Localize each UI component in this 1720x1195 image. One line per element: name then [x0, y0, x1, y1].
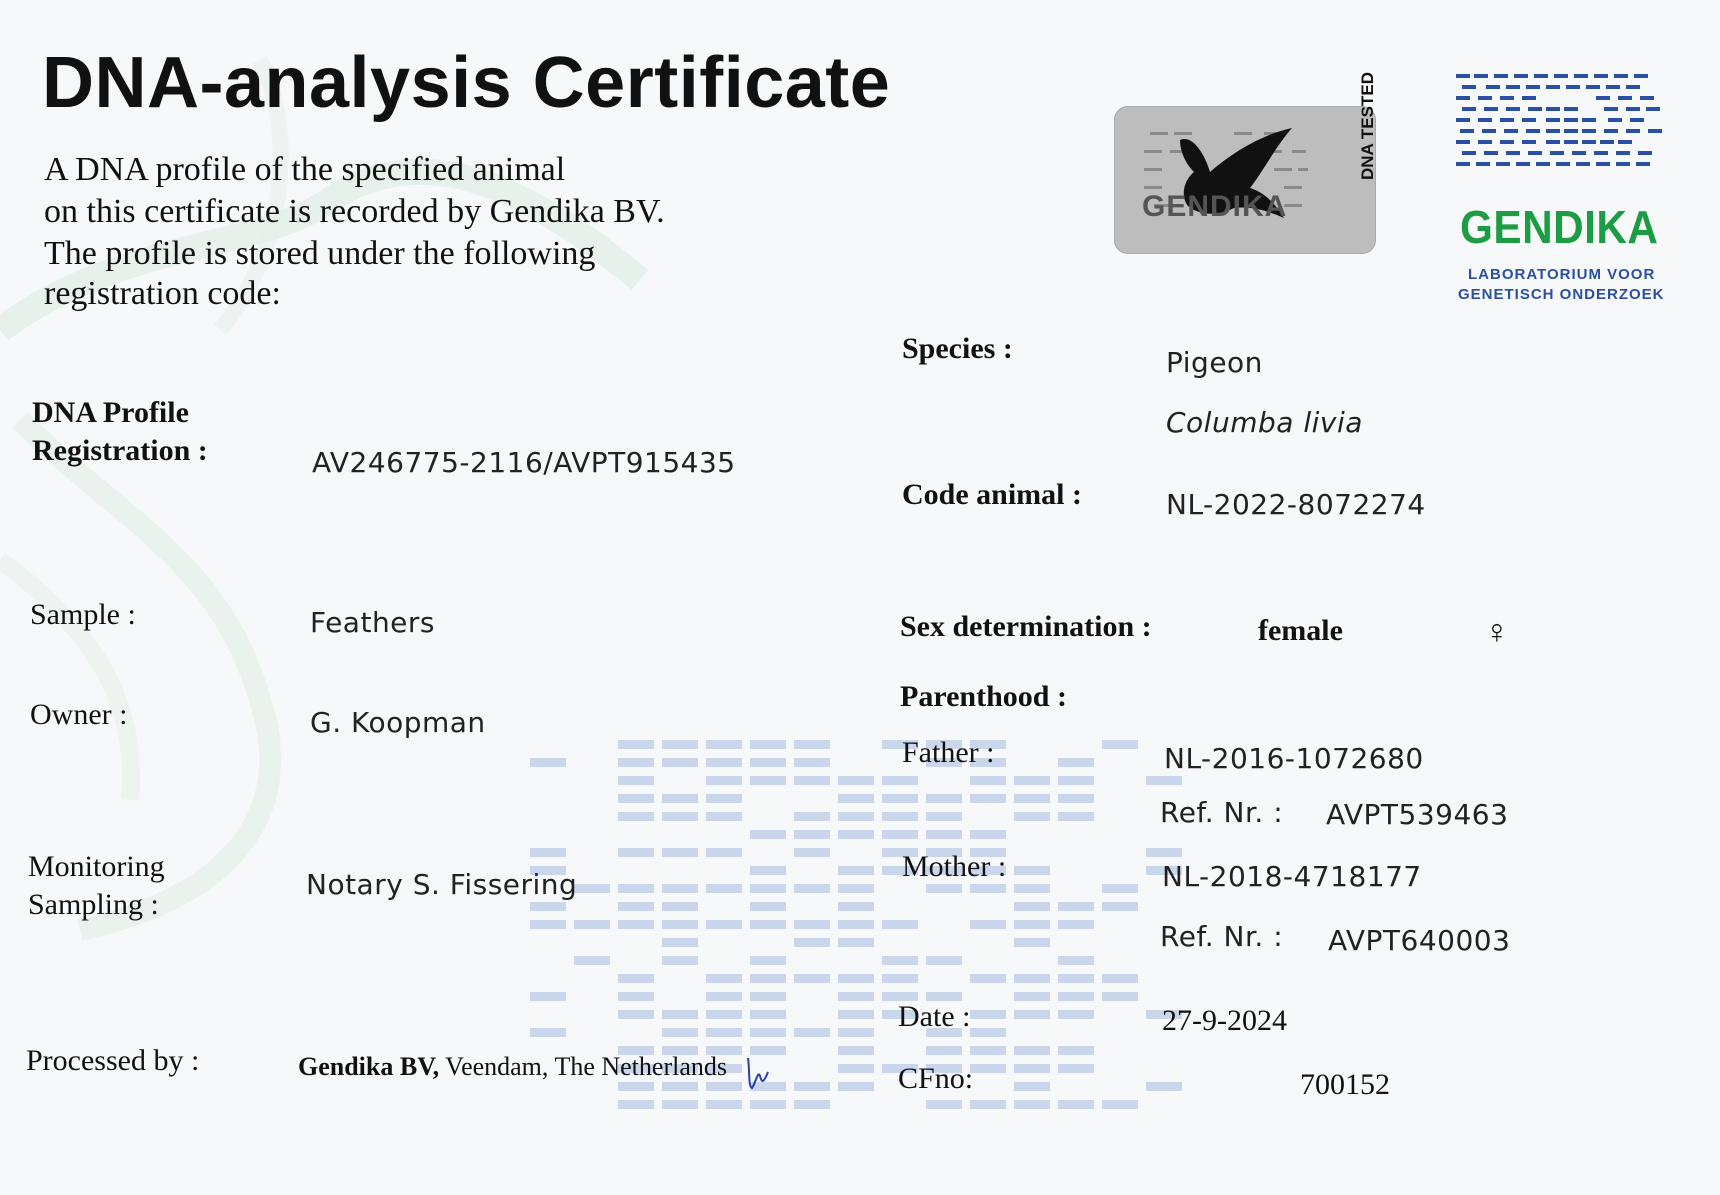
sex-value: female [1258, 614, 1343, 647]
owner-label: Owner : [30, 698, 128, 731]
processed-company: Gendika BV, [298, 1052, 440, 1081]
gendika-logo [1456, 70, 1666, 310]
intro-line-3: The profile is stored under the following [44, 235, 596, 272]
mother-ref-label: Ref. Nr. : [1160, 920, 1284, 953]
monitoring-label-1: Monitoring [28, 850, 165, 883]
intro-line-1: A DNA profile of the specified animal [44, 151, 566, 188]
processed-place: Veendam, The Netherlands [439, 1052, 727, 1081]
processed-by-value [298, 1052, 727, 1082]
pigeon-silhouette-icon [1114, 106, 1376, 254]
mother-value: NL-2018-4718177 [1162, 860, 1422, 893]
female-symbol-icon: ♀ [1484, 614, 1510, 651]
sample-value: Feathers [310, 606, 436, 639]
date-label: Date : [898, 1000, 971, 1033]
badge-brand-text: GENDIKA [1142, 190, 1288, 223]
sex-determination-label: Sex determination : [900, 610, 1152, 643]
gendika-logo-name: GENDIKA [1460, 201, 1659, 253]
code-animal-label: Code animal : [902, 478, 1082, 511]
intro-line-4: registration code: [44, 275, 281, 312]
badge-dna-tested-text: DNA TESTED [1358, 72, 1377, 180]
mother-label: Mother : [902, 850, 1007, 883]
dna-tested-badge [1114, 72, 1377, 254]
signature-mark [744, 1052, 772, 1092]
gendika-logo-mark-icon [1456, 70, 1666, 190]
cfno-label: CFno: [898, 1062, 974, 1095]
profile-label-1: DNA Profile [32, 396, 189, 429]
species-common-value: Pigeon [1166, 346, 1263, 379]
sample-label: Sample : [30, 598, 136, 631]
processed-by-label: Processed by : [26, 1044, 200, 1077]
species-label: Species : [902, 332, 1013, 365]
gendika-logo-line2: GENETISCH ONDERZOEK [1458, 286, 1665, 303]
date-value: 27-9-2024 [1162, 1004, 1287, 1037]
monitoring-value: Notary S. Fissering [306, 868, 578, 901]
page-title: DNA-analysis Certificate [42, 43, 891, 123]
father-value: NL-2016-1072680 [1164, 742, 1424, 775]
species-latin-value: Columba livia [1166, 406, 1363, 439]
code-animal-value: NL-2022-8072274 [1166, 488, 1426, 521]
monitoring-label-2: Sampling : [28, 888, 159, 921]
mother-ref-value: AVPT640003 [1328, 924, 1511, 957]
father-label: Father : [902, 736, 995, 769]
parenthood-label: Parenthood : [900, 680, 1067, 713]
profile-label-2: Registration : [32, 434, 208, 467]
father-ref-label: Ref. Nr. : [1160, 796, 1284, 829]
intro-line-2: on this certificate is recorded by Gendika BV. [44, 193, 665, 230]
gendika-logo-line1: LABORATORIUM VOOR [1468, 266, 1656, 283]
profile-registration-value: AV246775-2116/AVPT915435 [312, 446, 736, 479]
father-ref-value: AVPT539463 [1326, 798, 1509, 831]
owner-value: G. Koopman [310, 706, 486, 739]
cfno-value: 700152 [1300, 1068, 1390, 1101]
